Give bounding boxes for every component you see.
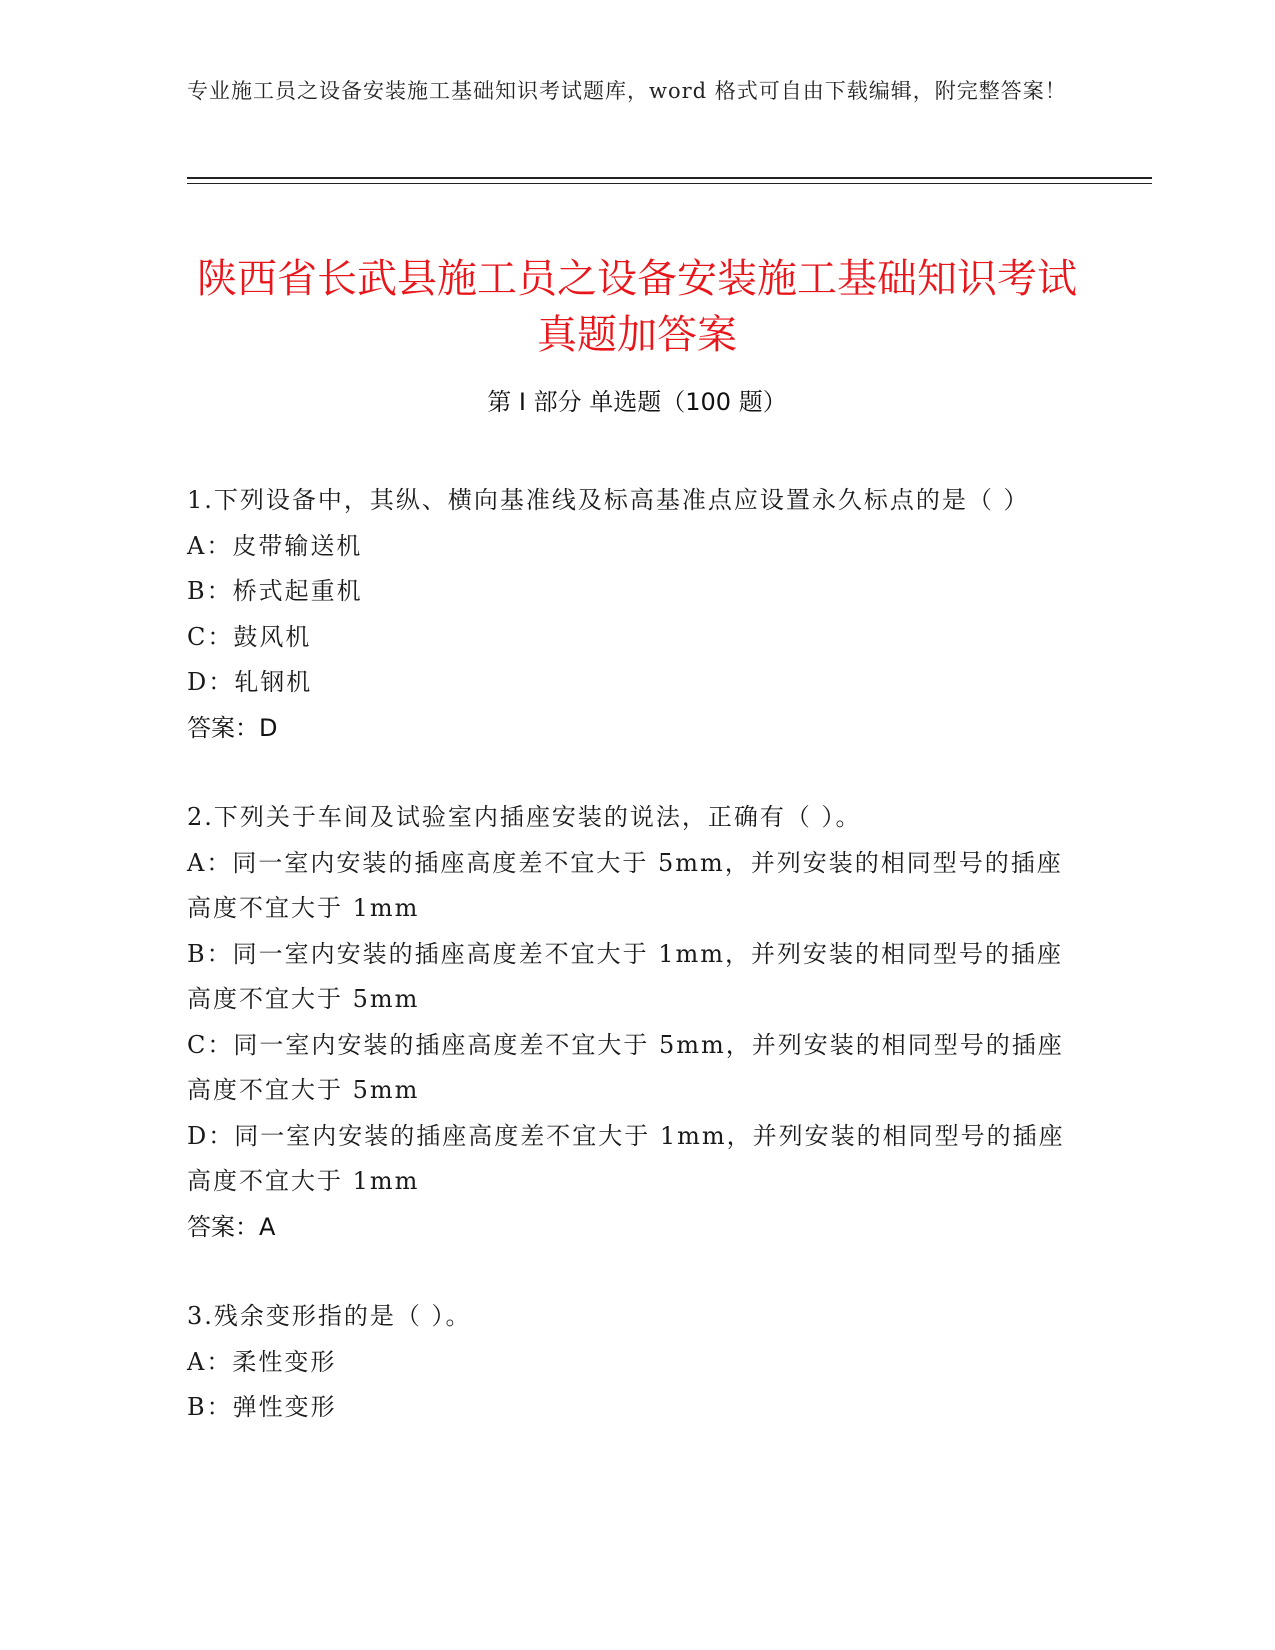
- answer: 答案：A: [187, 1212, 276, 1241]
- question-stem: 3.残余变形指的是（ ）。: [187, 1302, 472, 1330]
- header-note: 专业施工员之设备安装施工基础知识考试题库，word 格式可自由下载编辑，附完整答案！: [187, 79, 1067, 103]
- option-a: A：同一室内安装的插座高度差不宜大于 5mm，并列安装的相同型号的插座高度不宜大于 1mm: [187, 848, 1063, 922]
- question-list: [187, 478, 1067, 1475]
- option-b: B：桥式起重机: [187, 577, 363, 605]
- option-b: B：弹性变形: [187, 1393, 337, 1421]
- question-1: [187, 478, 1067, 751]
- option-d: D：轧钢机: [187, 668, 313, 696]
- question-stem: 1.下列设备中，其纵、横向基准线及标高基准点应设置永久标点的是（ ）: [187, 486, 1030, 514]
- question-2: [187, 795, 1067, 1250]
- option-d: D：同一室内安装的插座高度差不宜大于 1mm，并列安装的相同型号的插座高度不宜大于 1mm: [187, 1121, 1065, 1195]
- header-rule-thick: [187, 177, 1152, 179]
- option-a: A：柔性变形: [187, 1347, 337, 1376]
- header-rule-thin: [187, 183, 1152, 184]
- question-stem: 2.下列关于车间及试验室内插座安装的说法，正确有（ ）。: [187, 803, 862, 831]
- question-3: [187, 1294, 1067, 1431]
- answer: 答案：D: [187, 713, 278, 742]
- document-title: 陕西省长武县施工员之设备安装施工基础知识考试真题加答案: [197, 255, 1077, 358]
- option-c: C：同一室内安装的插座高度差不宜大于 5mm，并列安装的相同型号的插座高度不宜大于 5mm: [187, 1030, 1064, 1104]
- option-b: B：同一室内安装的插座高度差不宜大于 1mm，并列安装的相同型号的插座高度不宜大于 5mm: [187, 939, 1064, 1013]
- option-c: C：鼓风机: [187, 622, 312, 651]
- section-heading: 第 I 部分 单选题（100 题）: [487, 388, 787, 416]
- option-a: A：皮带输送机: [187, 531, 363, 560]
